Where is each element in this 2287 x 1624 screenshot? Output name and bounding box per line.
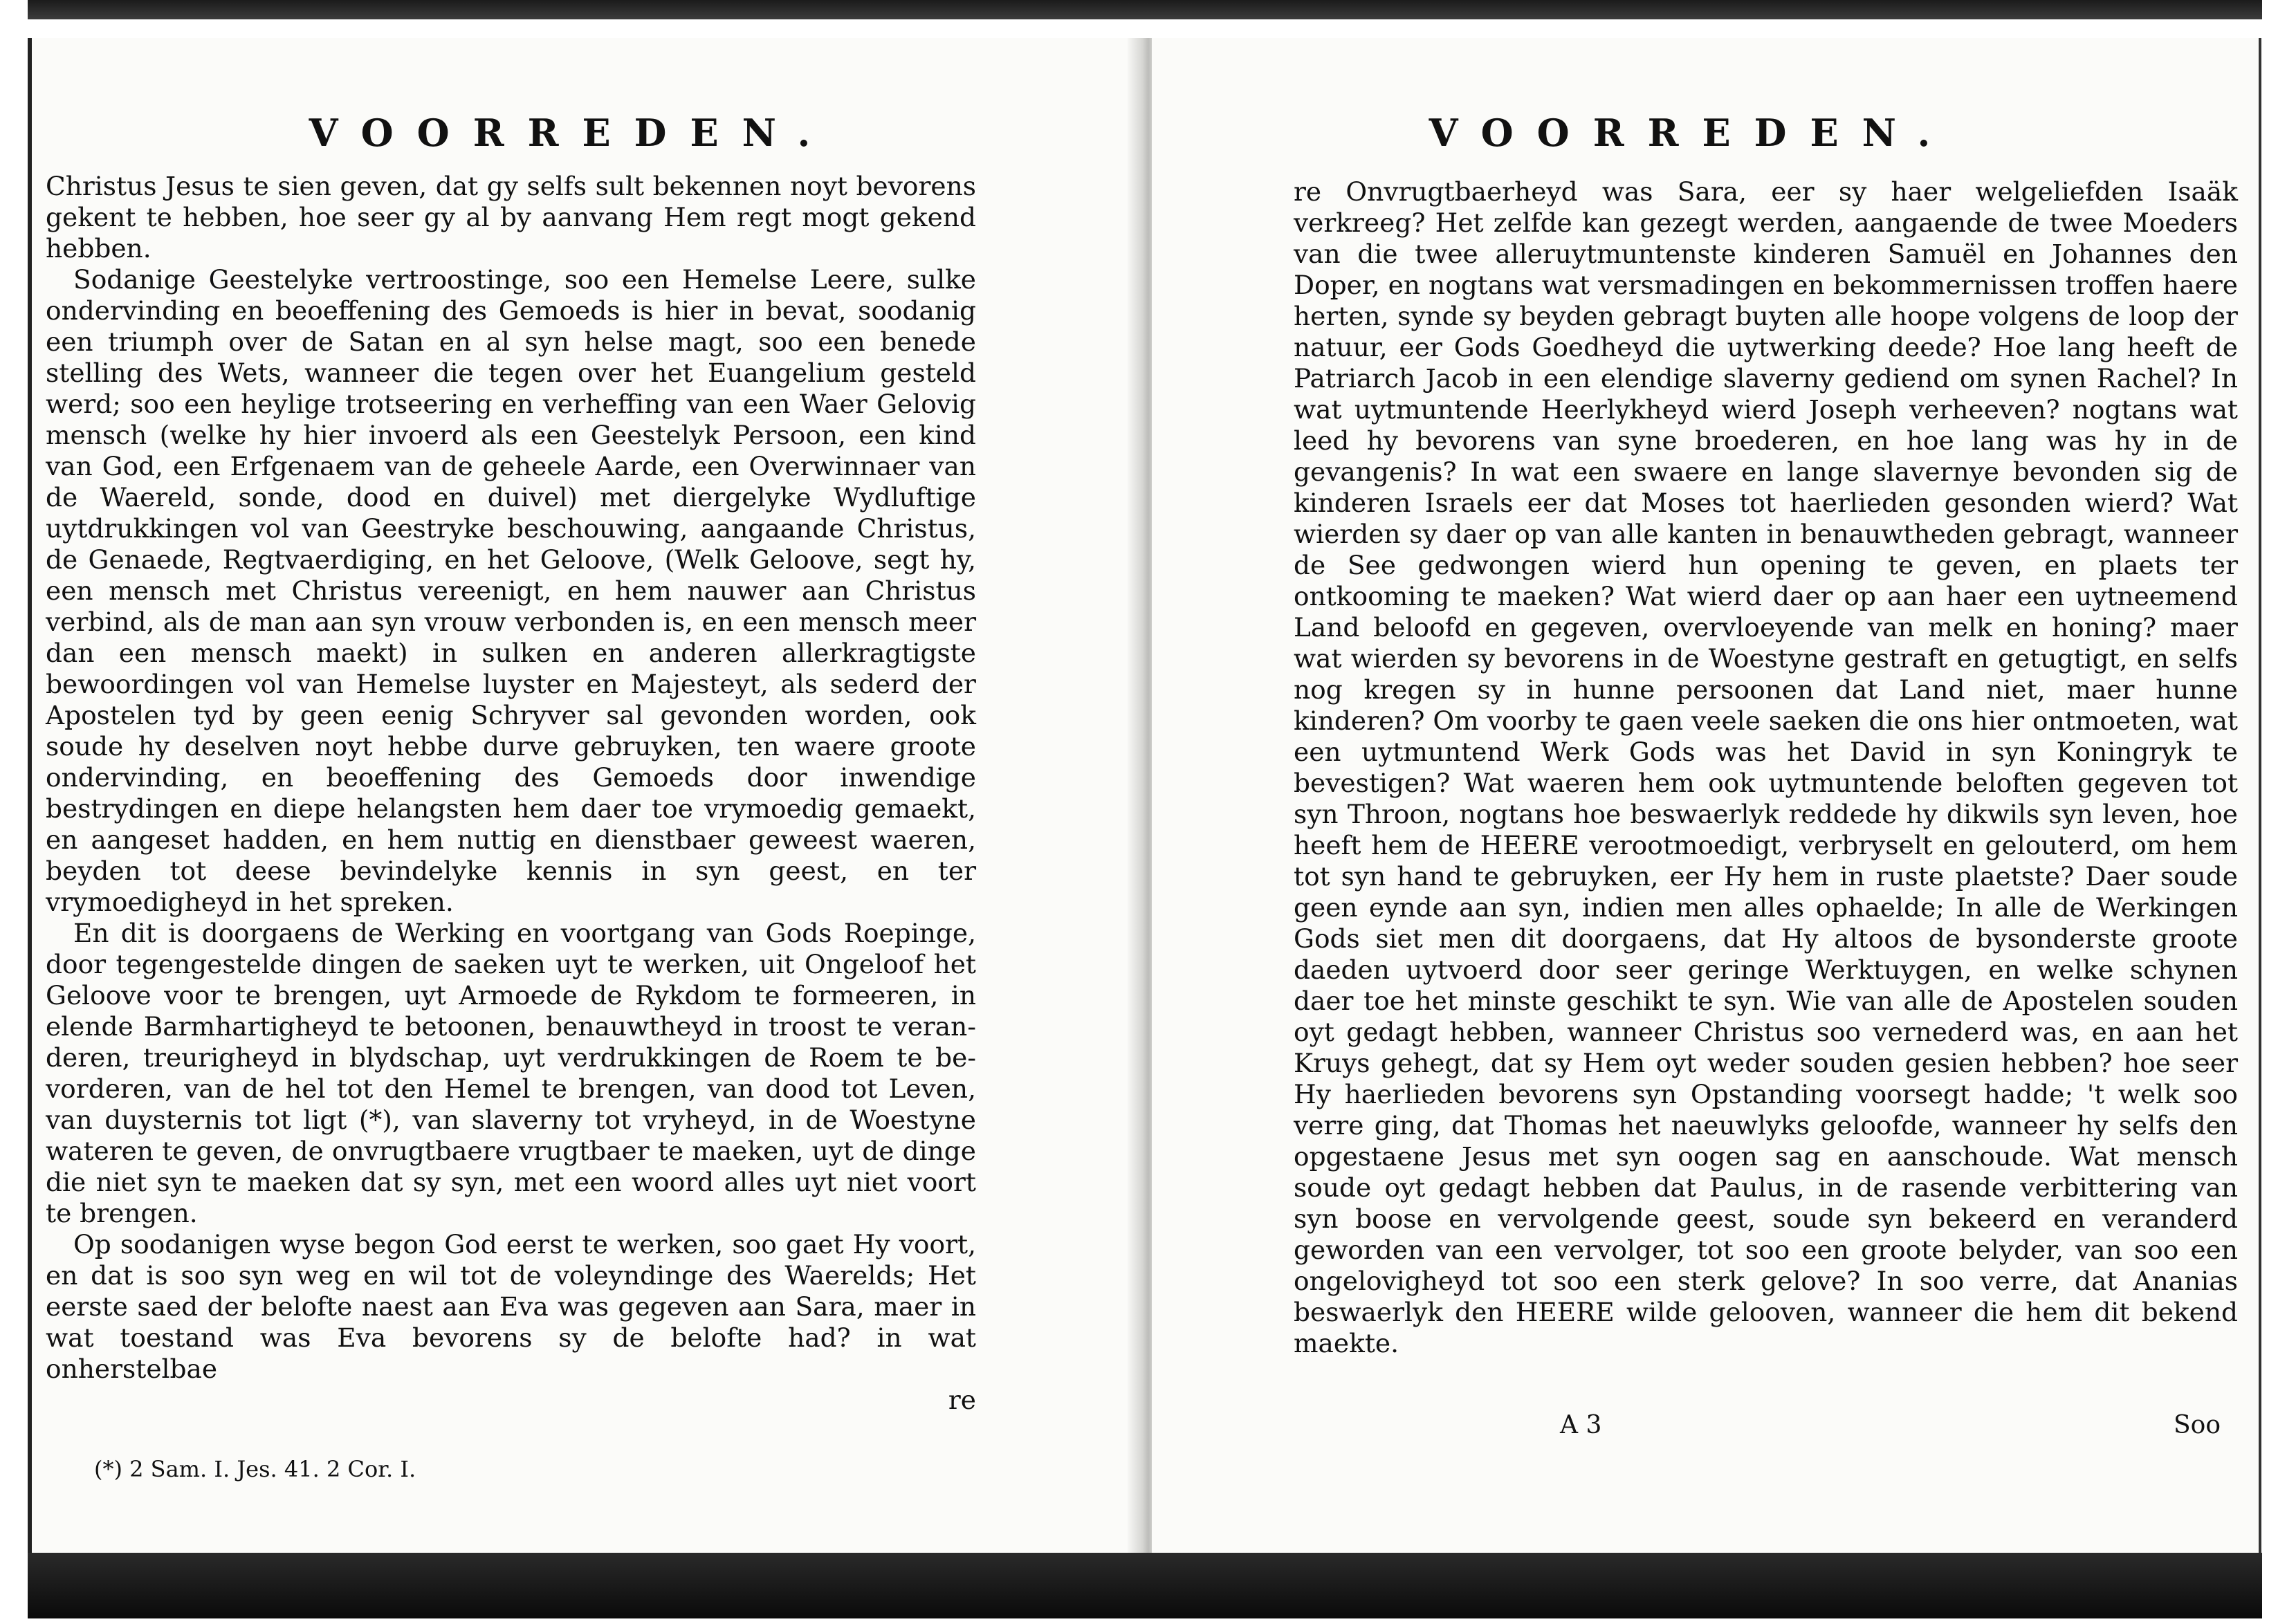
right-body-text: [1294, 176, 2238, 1359]
right-paragraph-1: re Onvrugtbaerheyd was Sara, eer sy haer welgeliefden Isaäk verkreeg? Het zelfde kan gezegt werden, aangaende de twee Moeders van die twee alleruytmuntenste kinderen Samuël en Johannes den Doper, en nogtans wat versmadingen en bekommernissen troffen haere herten, synde sy beyden gebragt buyten alle hoope volgens de loop der natuur, eer Gods Goedheyd die uytwerking deede? Hoe lang heeft de Patriarch Jacob in een elendige slaverny gediend om synen Rachel? In wat uytmuntende Heerlykheyd wierd Joseph verheeven? nogtans wat leed hy bevorens van syne broederen, en hoe lang was hy in de gevangenis? In wat een swaere en lange slavernye bevonden sig de kinderen Israels eer dat Moses tot haerlieden gesonden wierd? Wat wierden sy daer op van alle kanten in benauwtheden gebragt, wanneer de See gedwongen wierd hun opening te geven, en plaets ter ontkooming te maeken? Wat wierd daer op aan haer een uytneemend Land beloofd en gegeven, overvloeyende van melk en honing? maer wat wierden sy bevorens in de Woestyne gestraft en getugtigt, en selfs nog kregen sy in hunne persoonen dat Land niet, maer hunne kinderen? Om voorby te gaen veele saeken die ons hier ontmoeten, wat een uytmuntend Werk Gods was het David in syn Koningryk te bevestigen? Wat waeren hem ook uytmuntende beloften gegeven tot syn Throon, nogtans hoe beswaerlyk reddede hy dikwils syn leven, hoe heeft hem de HEERE verootmoedigt, verbryselt en gelouterd, om hem tot syn hand te gebruyken, eer Hy hem in ruste plaetste? Daer soude geen eynde aan syn, indien men alles ophaelde; In alle de Werkingen Gods siet men dit doorgaens, dat Hy altoos de bysonderste groote daeden uytvoerd door seer geringe Werktuygen, en welke schynen daer toe het minste geschikt te syn. Wie van alle de Apostelen souden oyt gedagt hebben, wanneer Christus soo vernederd was, en aan het Kruys gehegt, dat sy Hem oyt weder souden gesien hebben? hoe seer Hy haerlieden bevorens syn Opstanding voorsegt hadde; 't welk soo verre ging, dat Thomas het naeuwlyks geloofde, wanneer hy selfs den opgestaene Jesus met syn oogen sag en aanschoude. Wat mensch soude oyt gedagt hebben dat Paulus, in de rasende verbittering van syn boose en vervolgende geest, soude syn bekeerd en veranderd geworden van een vervolger, tot soo een groote belyder, van soo een ongelovigheyd tot soo een sterk gelove? In soo verre, dat Ananias beswaerlyk den HEERE wilde gelooven, wanneer die hem dit bekend maekte.: [1294, 176, 2238, 1358]
left-body-text: [46, 171, 976, 1416]
right-page: [1152, 38, 2261, 1553]
scan-bottom-shadow: [28, 1553, 2262, 1618]
scan-top-shadow: [28, 0, 2262, 19]
right-running-head: VOORREDEN.: [1429, 111, 1954, 155]
left-paragraph-2: Sodanige Geestelyke vertroostinge, soo een Hemelse Leere, sulke ondervinding en beoeffening des Gemoeds is hier in bevat, soodanig een triumph over de Satan en al syn helse magt, soo een benede stelling des Wets, wanneer die tegen over het Euangelium gesteld werd; soo een heylige trotseering en verheffing van een Waer Gelovig mensch (welke hy hier invoerd als een Geestelyk Persoon, een kind van God, een Erfgenaem van de geheele Aarde, een Overwinnaer van de Waereld, sonde, dood en duivel) met diergelyke Wydluftige uytdrukkingen vol van Geestryke beschouwing, aangaande Christus, de Genaede, Regtvaerdiging, en het Geloove, (Welk Geloove, segt hy, een mensch met Christus vereenigt, en hem nauwer aan Christus verbind, als de man aan syn vrouw verbonden is, en een mensch meer dan een mensch maekt) in sulken en anderen allerkragtigste bewoordingen vol van Hemelse luyster en Majesteyt, als sederd der Apostelen tyd by geen eenig Schryver sal gevonden worden, ook soude hy deselven noyt hebbe durve gebruyken, ten waere groote ondervinding, en beoeffening des Gemoeds door inwendige bestrydingen en diepe helangsten hem daer toe vrymoedig gemaekt, en aangeset hadden, en hem nuttig en dienstbaer geweest waeren, beyden tot deese bevindelyke kennis in syn geest, en ter vrymoedigheyd in het spreken.: [46, 264, 976, 917]
left-paragraph-1: Christus Jesus te sien geven, dat gy selfs sult bekennen noyt bevorens gekent te hebben, hoe seer gy al by aanvang Hem regt mogt gekend hebben.: [46, 171, 976, 264]
left-page: [28, 38, 1152, 1553]
right-page-footer: [1307, 1411, 2221, 1439]
left-catchword: re: [948, 1385, 976, 1415]
signature-mark: A 3: [1560, 1411, 1602, 1439]
left-paragraph-4: Op soodanigen wyse begon God eerst te werken, soo gaet Hy voort, en dat is soo syn weg en wil tot de voleyndinge des Waerelds; Het eerste saed der belofte naest aan Eva was gegeven aan Sara, maer in wat toestand was Eva bevorens sy de belofte had? in wat onherstelbae: [46, 1229, 976, 1384]
left-footnote: (*) 2 Sam. I. Jes. 41. 2 Cor. I.: [94, 1456, 416, 1482]
right-catchword: Soo: [2173, 1411, 2221, 1439]
left-paragraph-3: En dit is doorgaens de Werking en voortgang van Gods Roepinge, door tegengestelde dingen de saeken uyt te werken, uit Ongeloof het Geloove voor te brengen, uyt Armoede de Rykdom te formeeren, in elende Barmhartigheyd te betoonen, benauwtheyd in troost te veranderen, treurigheyd in blydschap, uyt verdrukkingen de Roem te bevorderen, van de hel tot den Hemel te brengen, van dood tot Leven, van duysternis tot ligt (*), van slaverny tot vryheyd, in de Woestyne wateren te geven, de onvrugtbaere vrugtbaer te maeken, uyt de dinge die niet syn te maeken dat sy syn, met een woord alles uyt niet voort te brengen.: [46, 918, 976, 1228]
left-running-head: VOORREDEN.: [309, 111, 834, 155]
